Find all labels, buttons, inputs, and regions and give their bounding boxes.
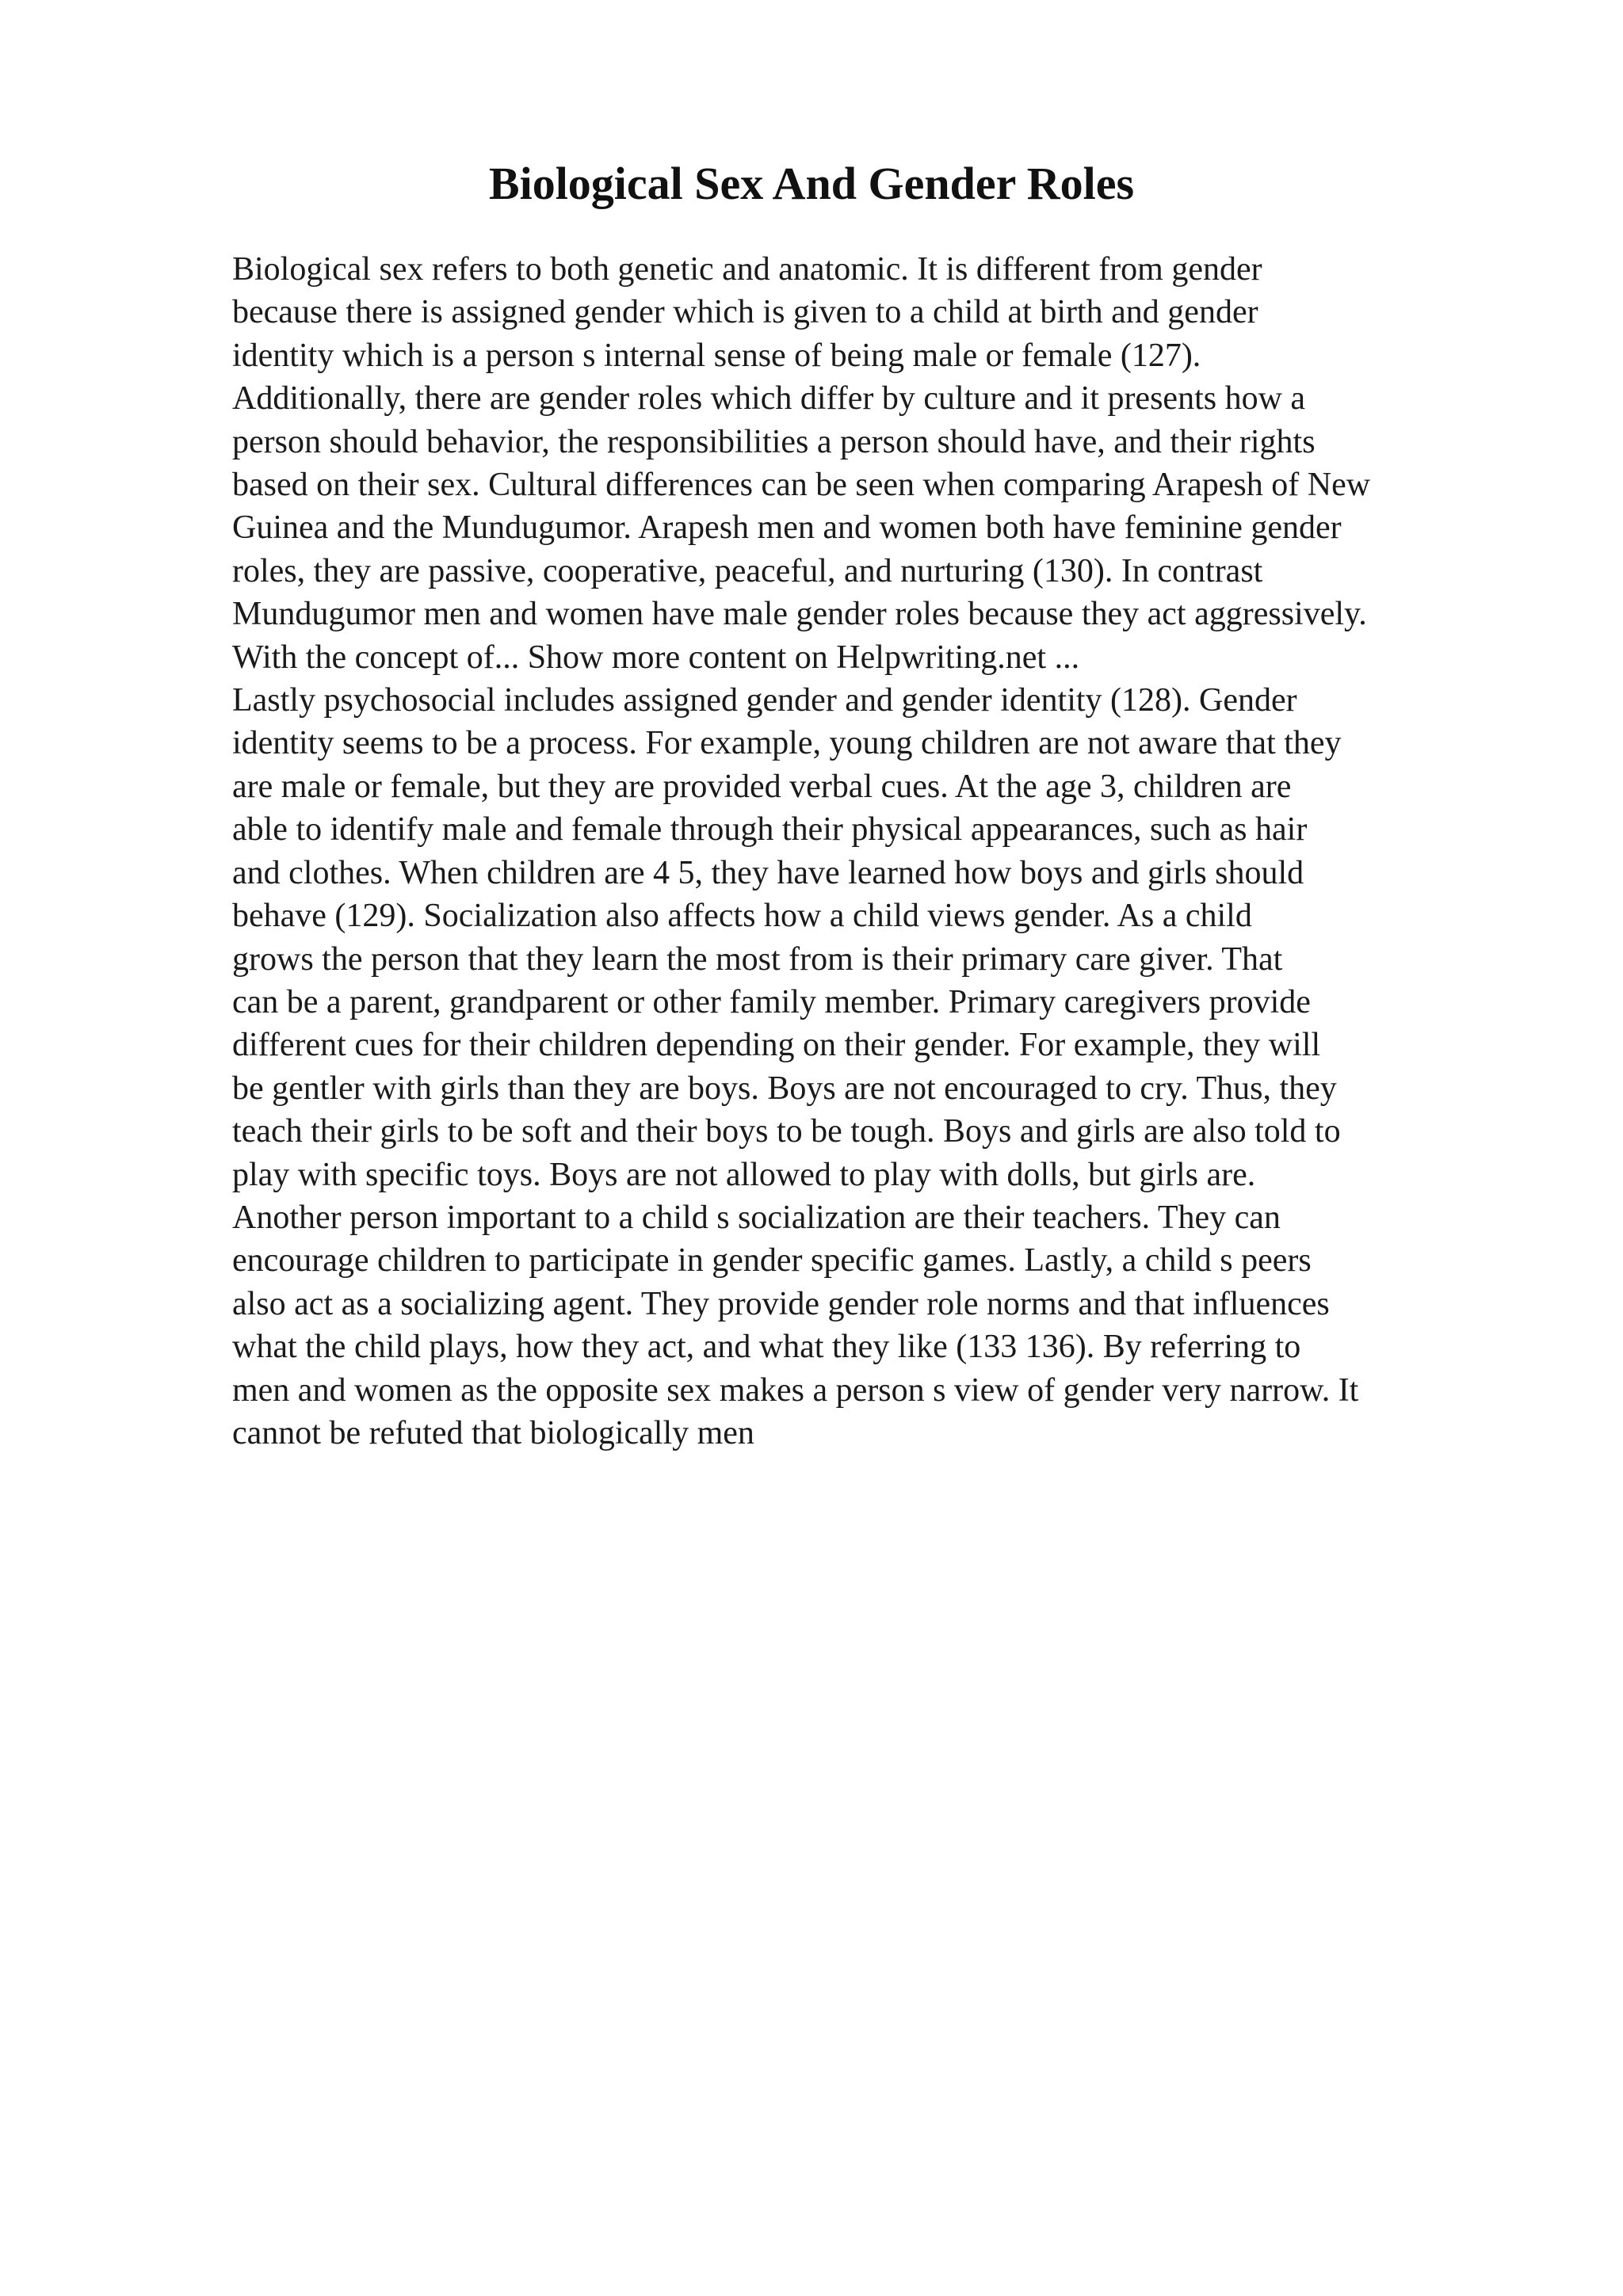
text-line: Guinea and the Mundugumor. Arapesh men and women both have feminine gender bbox=[232, 509, 1342, 547]
text-line: grows the person that they learn the most from is their primary care giver. That bbox=[232, 940, 1283, 978]
text-line: teach their girls to be soft and their boys to be tough. Boys and girls are also told to bbox=[232, 1113, 1341, 1150]
text-line: Additionally, there are gender roles which differ by culture and it presents how a bbox=[232, 380, 1306, 418]
text-line: play with specific toys. Boys are not allowed to play with dolls, but girls are. bbox=[232, 1156, 1256, 1193]
text-line: also act as a socializing agent. They provide gender role norms and that influences bbox=[232, 1285, 1330, 1322]
text-line: different cues for their children depending on their gender. For example, they will bbox=[232, 1027, 1321, 1064]
text-line: Lastly psychosocial includes assigned gender and gender identity (128). Gender bbox=[232, 682, 1297, 719]
text-line: Mundugumor men and women have male gender roles because they act aggressively. bbox=[232, 596, 1367, 633]
text-line: Another person important to a child s socialization are their teachers. They can bbox=[232, 1199, 1281, 1236]
text-line: be gentler with girls than they are boys. Boys are not encouraged to cry. Thus, they bbox=[232, 1070, 1337, 1107]
text-line: because there is assigned gender which is given to a child at birth and gender bbox=[232, 294, 1258, 331]
text-line: Biological sex refers to both genetic and anatomic. It is different from gender bbox=[232, 251, 1262, 288]
text-line: are male or female, but they are provided verbal cues. At the age 3, children are bbox=[232, 768, 1292, 805]
text-line: encourage children to participate in gender specific games. Lastly, a child s peers bbox=[232, 1242, 1312, 1280]
text-line: cannot be refuted that biologically men bbox=[232, 1414, 754, 1451]
page-title: Biological Sex And Gender Roles bbox=[488, 158, 1135, 209]
text-line: With the concept of... Show more content on Helpwriting.net ... bbox=[232, 639, 1080, 676]
text-line: roles, they are passive, cooperative, peaceful, and nurturing (130). In contrast bbox=[232, 552, 1263, 589]
body-text bbox=[232, 248, 1623, 1455]
text-line: men and women as the opposite sex makes a person s view of gender very narrow. It bbox=[232, 1371, 1359, 1409]
text-line: behave (129). Socialization also affects how a child views gender. As a child bbox=[232, 898, 1252, 935]
text-line: based on their sex. Cultural differences can be seen when comparing Arapesh of New bbox=[232, 467, 1371, 504]
text-line: identity seems to be a process. For example, young children are not aware that they bbox=[232, 725, 1342, 762]
text-line: person should behavior, the responsibilities a person should have, and their rights bbox=[232, 423, 1316, 460]
text-line: what the child plays, how they act, and what they like (133 136). By referring to bbox=[232, 1329, 1301, 1366]
text-line: can be a parent, grandparent or other family member. Primary caregivers provide bbox=[232, 983, 1311, 1020]
text-line: and clothes. When children are 4 5, they have learned how boys and girls should bbox=[232, 854, 1304, 891]
text-line: identity which is a person s internal sense of being male or female (127). bbox=[232, 337, 1201, 374]
text-line: able to identify male and female through their physical appearances, such as hair bbox=[232, 811, 1308, 849]
